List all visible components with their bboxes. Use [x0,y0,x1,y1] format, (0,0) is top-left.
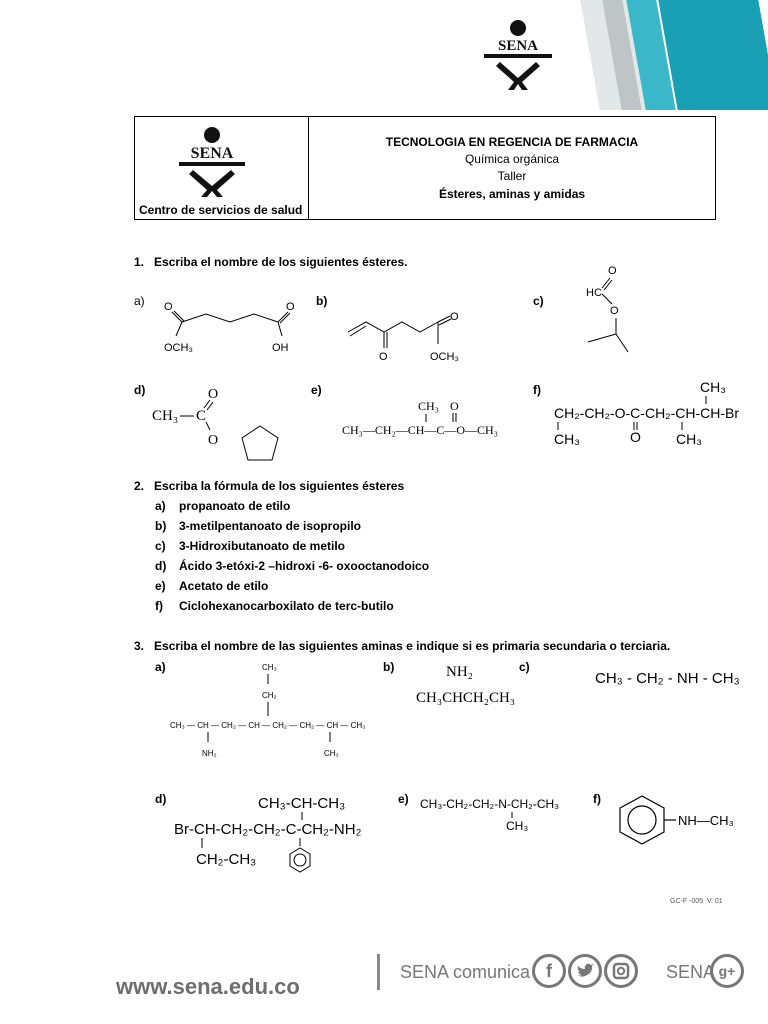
svg-text:CH₃: CH₃ [676,431,702,447]
structure-1b [344,308,474,368]
document-code: GC-F -005 V. 01 [670,898,723,905]
structure-1d [150,382,290,468]
structure-3e [418,790,588,834]
q2-item-a: a) propanoato de etilo [155,499,291,513]
instagram-icon[interactable] [604,954,638,988]
decor-stripe-teal-dark [658,0,768,110]
svg-text:CH₃: CH₃ [700,379,726,395]
header-table [134,116,716,220]
question-1-title: 1. Escriba el nombre de los siguientes ésteres. [134,255,408,269]
q3-label-e: e) [398,792,409,806]
svg-text:NH₂: NH₂ [202,749,217,758]
structure-1f [552,378,752,452]
svg-text:O: O [208,433,219,448]
svg-text:O: O [286,301,295,313]
website-link[interactable]: www.sena.edu.co [116,974,300,999]
svg-text:HC: HC [586,287,602,299]
svg-text:O: O [164,301,173,313]
program-title: TECNOLOGIA EN REGENCIA DE FARMACIA [385,135,639,149]
doc-type: Taller [497,169,527,183]
svg-text:CH₃: CH₃ [418,399,439,413]
svg-text:OCH₃: OCH₃ [164,342,193,354]
svg-text:SENA: SENA [497,38,539,54]
svg-text:CH₃: CH₃ [506,819,529,833]
question-3-title: 3. Escriba el nombre de las siguientes aminas e indique si es primaria secundaria o terciaria. [134,639,671,653]
structure-1c [580,262,640,358]
q3-label-c: c) [519,660,530,674]
q1-label-f: f) [533,383,541,397]
sena-comunica-label: SENA comunica [400,962,531,982]
svg-text:O: O [630,429,641,445]
q1-label-c: c) [533,294,544,308]
svg-text:O: O [450,399,459,413]
svg-text:OCH₃: OCH₃ [430,351,459,363]
structure-3b [414,660,534,708]
svg-text:NH₂: NH₂ [446,664,473,680]
svg-text:CH₃: CH₃ [152,408,179,424]
svg-text:CH₃CHCH₂CH₃: CH₃CHCH₂CH₃ [416,690,516,706]
q2-item-d: d) Ácido 3-etóxi-2 –hidroxi -6- oxooctanodoico [155,559,430,573]
svg-text:O: O [610,305,619,317]
svg-text:NH—CH₃: NH—CH₃ [678,813,734,828]
google-plus-icon[interactable]: g+ [710,954,744,988]
sena-logo-header [175,125,249,197]
svg-text:O: O [608,265,617,277]
sena-gplus-label: SENA [666,962,716,982]
svg-text:OH: OH [272,342,289,354]
question-2-title: 2. Escriba la fórmula de los siguientes ésteres [134,479,405,493]
footer-divider [377,954,380,990]
svg-text:CH₂-CH₃: CH₂-CH₃ [196,851,257,868]
svg-text:CH₃ — CH — CH₂ — CH — CH₂ — CH: CH₃ — CH — CH₂ — CH — CH₂ — CH₂ — CH — CH₃ [170,721,366,730]
sena-logo-top [478,18,558,92]
q1-label-b: b) [316,294,328,308]
q1-label-e: e) [311,383,322,397]
svg-text:CH₃-CH-CH₃: CH₃-CH-CH₃ [258,795,346,812]
svg-text:Br-CH-CH₂-CH₂-C-CH₂-NH₂: Br-CH-CH₂-CH₂-C-CH₂-NH₂ [174,821,362,838]
svg-text:CH₃: CH₃ [324,749,339,758]
structure-3d [172,788,392,880]
q3-label-d: d) [155,792,167,806]
structure-1a [158,296,308,358]
center-name: Centro de servicios de salud [139,203,303,217]
doc-topic: Ésteres, aminas y amidas [438,187,586,201]
q2-item-b: b) 3-metilpentanoato de isopropilo [155,519,362,533]
svg-text:CH₃: CH₃ [262,663,277,672]
q2-item-c: c) 3-Hidroxibutanoato de metilo [155,539,346,553]
svg-text:CH₂: CH₂ [262,691,277,700]
q2-item-f: f) Ciclohexanocarboxilato de terc-butilo [155,599,394,613]
q3-label-f: f) [593,792,601,806]
svg-text:CH₃—CH₂—CH—C—O—CH₃: CH₃—CH₂—CH—C—O—CH₃ [342,423,498,437]
structure-3f [614,792,764,848]
structure-1e [342,396,522,442]
svg-text:C: C [196,408,207,424]
svg-text:CH₃: CH₃ [554,431,580,447]
svg-text:O: O [450,311,459,323]
q2-item-e: e) Acetato de etilo [155,579,269,593]
svg-text:CH₂-CH₂-O-C-CH₂-CH-CH-Br: CH₂-CH₂-O-C-CH₂-CH-CH-Br [554,405,740,421]
structure-3c: CH₃ - CH₂ - NH - CH₃ [595,670,740,687]
q1-label-a: a) [134,294,145,308]
structure-3a [168,660,378,764]
q3-label-b: b) [383,660,395,674]
svg-text:O: O [208,387,219,402]
subject-title: Química orgánica [464,152,560,166]
facebook-icon[interactable]: f [532,954,566,988]
q1-label-d: d) [134,383,146,397]
svg-text:SENA: SENA [190,145,234,162]
svg-text:O: O [379,351,388,363]
svg-text:CH₃-CH₂-CH₂-N-CH₂-CH₃: CH₃-CH₂-CH₂-N-CH₂-CH₃ [420,797,560,811]
q3-label-a: a) [155,660,166,674]
twitter-icon[interactable] [568,954,602,988]
